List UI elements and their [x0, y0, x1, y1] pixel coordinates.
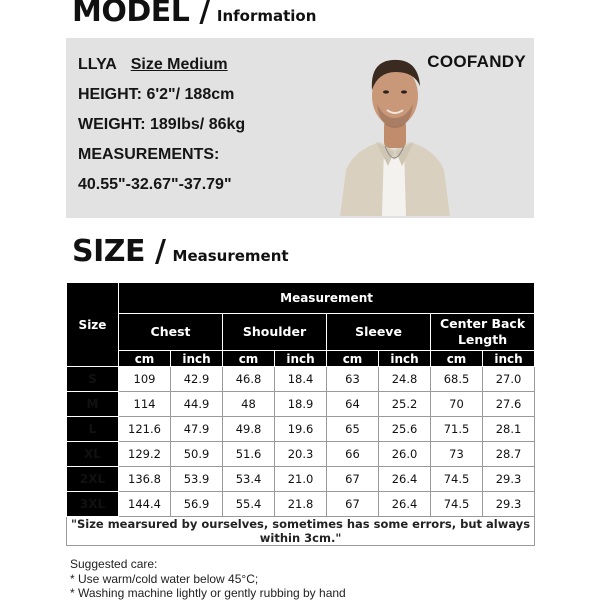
measurement-cell: 51.6: [223, 442, 275, 467]
chest-header: Chest: [119, 314, 223, 351]
measurement-cell: 74.5: [431, 492, 483, 517]
unit-cm-header: cm: [119, 351, 171, 367]
measurement-cell: 65: [327, 417, 379, 442]
measurement-cell: 26.0: [379, 442, 431, 467]
measurement-cell: 67: [327, 467, 379, 492]
unit-inch-header: inch: [171, 351, 223, 367]
size-subtitle: Measurement: [172, 247, 289, 265]
center-back-length-header: Center Back Length: [431, 314, 535, 351]
unit-inch-header: inch: [483, 351, 535, 367]
measurement-cell: 109: [119, 367, 171, 392]
unit-cm-header: cm: [431, 351, 483, 367]
measurement-cell: 46.8: [223, 367, 275, 392]
unit-cm-header: cm: [327, 351, 379, 367]
measurement-cell: 136.8: [119, 467, 171, 492]
table-row: [67, 417, 535, 442]
measurement-cell: 18.4: [275, 367, 327, 392]
measurement-cell: 53.4: [223, 467, 275, 492]
sleeve-header: Sleeve: [327, 314, 431, 351]
size-column-header: Size: [67, 283, 119, 367]
measurement-cell: 49.8: [223, 417, 275, 442]
measurement-cell: 25.2: [379, 392, 431, 417]
size-rows: [67, 367, 535, 517]
measurement-cell: 71.5: [431, 417, 483, 442]
size-label-cell: S: [67, 367, 119, 392]
model-section-title: [72, 0, 316, 29]
measurement-cell: 20.3: [275, 442, 327, 467]
measurement-cell: 29.3: [483, 492, 535, 517]
measurement-cell: 64: [327, 392, 379, 417]
model-name: LLYA: [78, 56, 117, 73]
table-row: [67, 467, 535, 492]
unit-cm-header: cm: [223, 351, 275, 367]
model-measurements-label: MEASUREMENTS:: [78, 146, 220, 163]
measurement-cell: 24.8: [379, 367, 431, 392]
measurement-cell: 27.6: [483, 392, 535, 417]
measurement-cell: 55.4: [223, 492, 275, 517]
measurement-cell: 50.9: [171, 442, 223, 467]
measurement-header: Measurement: [119, 283, 535, 314]
measurement-cell: 121.6: [119, 417, 171, 442]
size-label-cell: 2XL: [67, 467, 119, 492]
measurement-cell: 73: [431, 442, 483, 467]
measurement-cell: 26.4: [379, 492, 431, 517]
measurement-cell: 114: [119, 392, 171, 417]
measurement-cell: 67: [327, 492, 379, 517]
size-title: SIZE /: [72, 234, 166, 269]
measurement-cell: 25.6: [379, 417, 431, 442]
model-info-panel: [66, 38, 534, 218]
eye-right: [401, 90, 407, 93]
size-label-cell: M: [67, 392, 119, 417]
measurement-cell: 47.9: [171, 417, 223, 442]
table-row: [67, 392, 535, 417]
size-section-title: [72, 234, 289, 269]
measurement-cell: 29.3: [483, 467, 535, 492]
model-name-line: [78, 56, 228, 74]
measurement-cell: 53.9: [171, 467, 223, 492]
measurement-cell: 27.0: [483, 367, 535, 392]
model-subtitle: Information: [216, 7, 317, 25]
measurement-cell: 21.8: [275, 492, 327, 517]
measurement-cell: 70: [431, 392, 483, 417]
brand-logo: COOFANDY: [427, 52, 526, 71]
unit-inch-header: inch: [275, 351, 327, 367]
model-measurements-value: 40.55"-32.67"-37.79": [78, 176, 232, 193]
care-title: Suggested care:: [70, 557, 158, 571]
shoulder-header: Shoulder: [223, 314, 327, 351]
measurement-cell: 42.9: [171, 367, 223, 392]
model-height: HEIGHT: 6'2"/ 188cm: [78, 86, 235, 103]
measurement-cell: 129.2: [119, 442, 171, 467]
eye-left: [383, 90, 389, 93]
measurement-cell: 66: [327, 442, 379, 467]
care-line: * Use warm/cold water below 45°C;: [70, 571, 259, 586]
measurement-cell: 144.4: [119, 492, 171, 517]
measurement-cell: 68.5: [431, 367, 483, 392]
measurement-cell: 26.4: [379, 467, 431, 492]
care-line: * Washing machine lightly or gently rubbing by hand: [70, 586, 346, 600]
measurement-cell: 19.6: [275, 417, 327, 442]
unit-inch-header: inch: [379, 351, 431, 367]
care-instructions: [70, 557, 346, 600]
measurement-cell: 28.7: [483, 442, 535, 467]
size-label-cell: L: [67, 417, 119, 442]
size-chart-table: [66, 282, 535, 546]
table-row: [67, 442, 535, 467]
model-title: MODEL /: [72, 0, 210, 29]
measurement-cell: 63: [327, 367, 379, 392]
measurement-cell: 28.1: [483, 417, 535, 442]
measurement-cell: 56.9: [171, 492, 223, 517]
model-weight: WEIGHT: 189lbs/ 86kg: [78, 116, 246, 133]
measurement-cell: 21.0: [275, 467, 327, 492]
measurement-cell: 48: [223, 392, 275, 417]
table-row: [67, 492, 535, 517]
measurement-cell: 18.9: [275, 392, 327, 417]
measurement-cell: 74.5: [431, 467, 483, 492]
size-label-cell: 3XL: [67, 492, 119, 517]
measurement-cell: 44.9: [171, 392, 223, 417]
table-row: [67, 367, 535, 392]
size-label-cell: XL: [67, 442, 119, 467]
model-size-label: Size Medium: [130, 56, 228, 73]
measurement-note: "Size mearsured by ourselves, sometimes has some errors, but always within 3cm.": [67, 517, 535, 546]
